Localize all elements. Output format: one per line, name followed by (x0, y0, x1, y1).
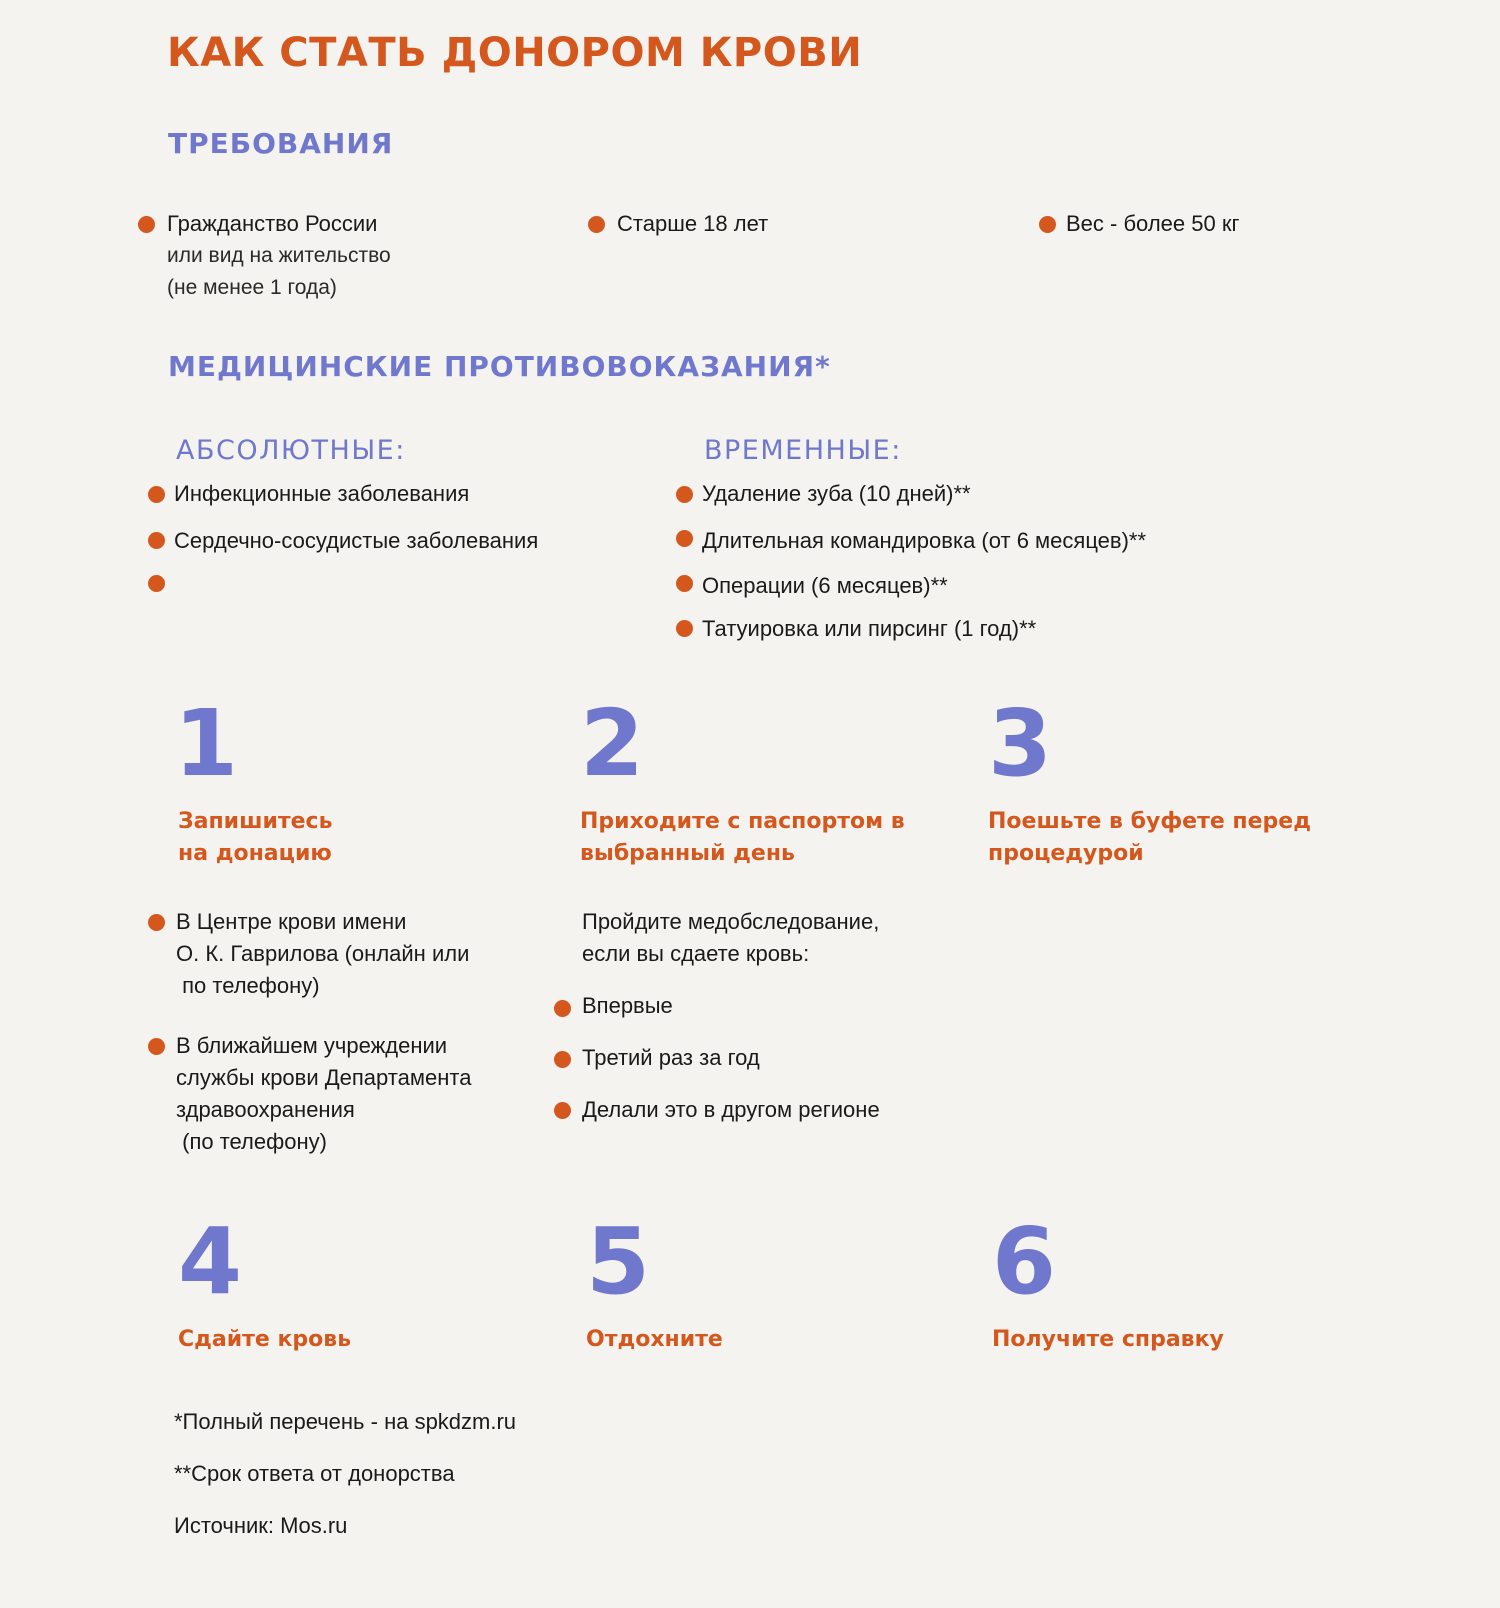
temporary-item: Удаление зуба (10 дней)** (702, 481, 971, 506)
step2-bullet: Впервые (582, 993, 673, 1018)
bullet-icon (676, 575, 693, 592)
absolute-item: Инфекционные заболевания (174, 481, 470, 506)
bullet-icon (1039, 216, 1056, 233)
contraindications-heading: МЕДИЦИНСКИЕ ПРОТИВОВОКАЗАНИЯ* (168, 350, 831, 383)
temporary-item: Татуировка или пирсинг (1 год)** (702, 616, 1037, 641)
bullet-icon (148, 532, 165, 549)
step-title: Отдохните (586, 1327, 723, 1352)
page-title: КАК СТАТЬ ДОНОРОМ КРОВИ (167, 30, 863, 76)
bullet-icon (148, 914, 165, 931)
footnote-deferral: **Срок ответа от донорства (174, 1461, 455, 1486)
step-title: Сдайте кровь (178, 1327, 352, 1352)
step2-bullet: Делали это в другом регионе (582, 1097, 880, 1122)
step-number: 6 (992, 1208, 1057, 1315)
temporary-item: Операции (6 месяцев)** (702, 573, 948, 598)
footnote-source: Источник: Mos.ru (174, 1513, 348, 1538)
bullet-icon (148, 486, 165, 503)
step-number: 5 (586, 1208, 651, 1315)
bullet-icon (148, 575, 165, 592)
requirement-weight: Вес - более 50 кг (1066, 211, 1240, 236)
step-title: Запишитесь на донацию (178, 809, 333, 866)
step-number: 3 (988, 690, 1053, 797)
step-title: Приходите с паспортом в выбранный день (580, 809, 905, 866)
footnote-full-list: *Полный перечень - на spkdzm.ru (174, 1409, 517, 1434)
bullet-icon (676, 620, 693, 637)
bullet-icon (554, 1051, 571, 1068)
step-number: 4 (178, 1208, 243, 1315)
step2-bullet: Третий раз за год (582, 1045, 760, 1070)
step2-intro: Пройдите медобследование, если вы сдаете кровь: (582, 909, 880, 966)
step-title: Получите справку (992, 1327, 1224, 1352)
requirement-citizenship: Гражданство России или вид на жительство (не менее 1 года) (167, 211, 391, 299)
temporary-heading: ВРЕМЕННЫЕ: (704, 435, 902, 466)
requirement-age: Старше 18 лет (617, 211, 769, 236)
bullet-icon (676, 486, 693, 503)
bullet-icon (676, 530, 693, 547)
step1-option-department: В ближайшем учреждении службы крови Департамента здравоохранения (по телефону) (176, 1033, 472, 1154)
bullet-icon (148, 1038, 165, 1055)
absolute-heading: АБСОЛЮТНЫЕ: (176, 435, 406, 466)
step-number: 1 (174, 690, 239, 797)
absolute-item: Сердечно-сосудистые заболевания (174, 528, 539, 553)
bullet-icon (554, 1000, 571, 1017)
bullet-icon (588, 216, 605, 233)
temporary-item: Длительная командировка (от 6 месяцев)** (702, 528, 1147, 553)
step-number: 2 (580, 690, 645, 797)
step-title: Поешьте в буфете перед процедурой (988, 809, 1311, 866)
bullet-icon (554, 1102, 571, 1119)
step1-option-center: В Центре крови имени О. К. Гаврилова (онлайн или по телефону) (176, 909, 470, 998)
bullet-icon (138, 216, 155, 233)
requirements-heading: ТРЕБОВАНИЯ (168, 127, 394, 160)
